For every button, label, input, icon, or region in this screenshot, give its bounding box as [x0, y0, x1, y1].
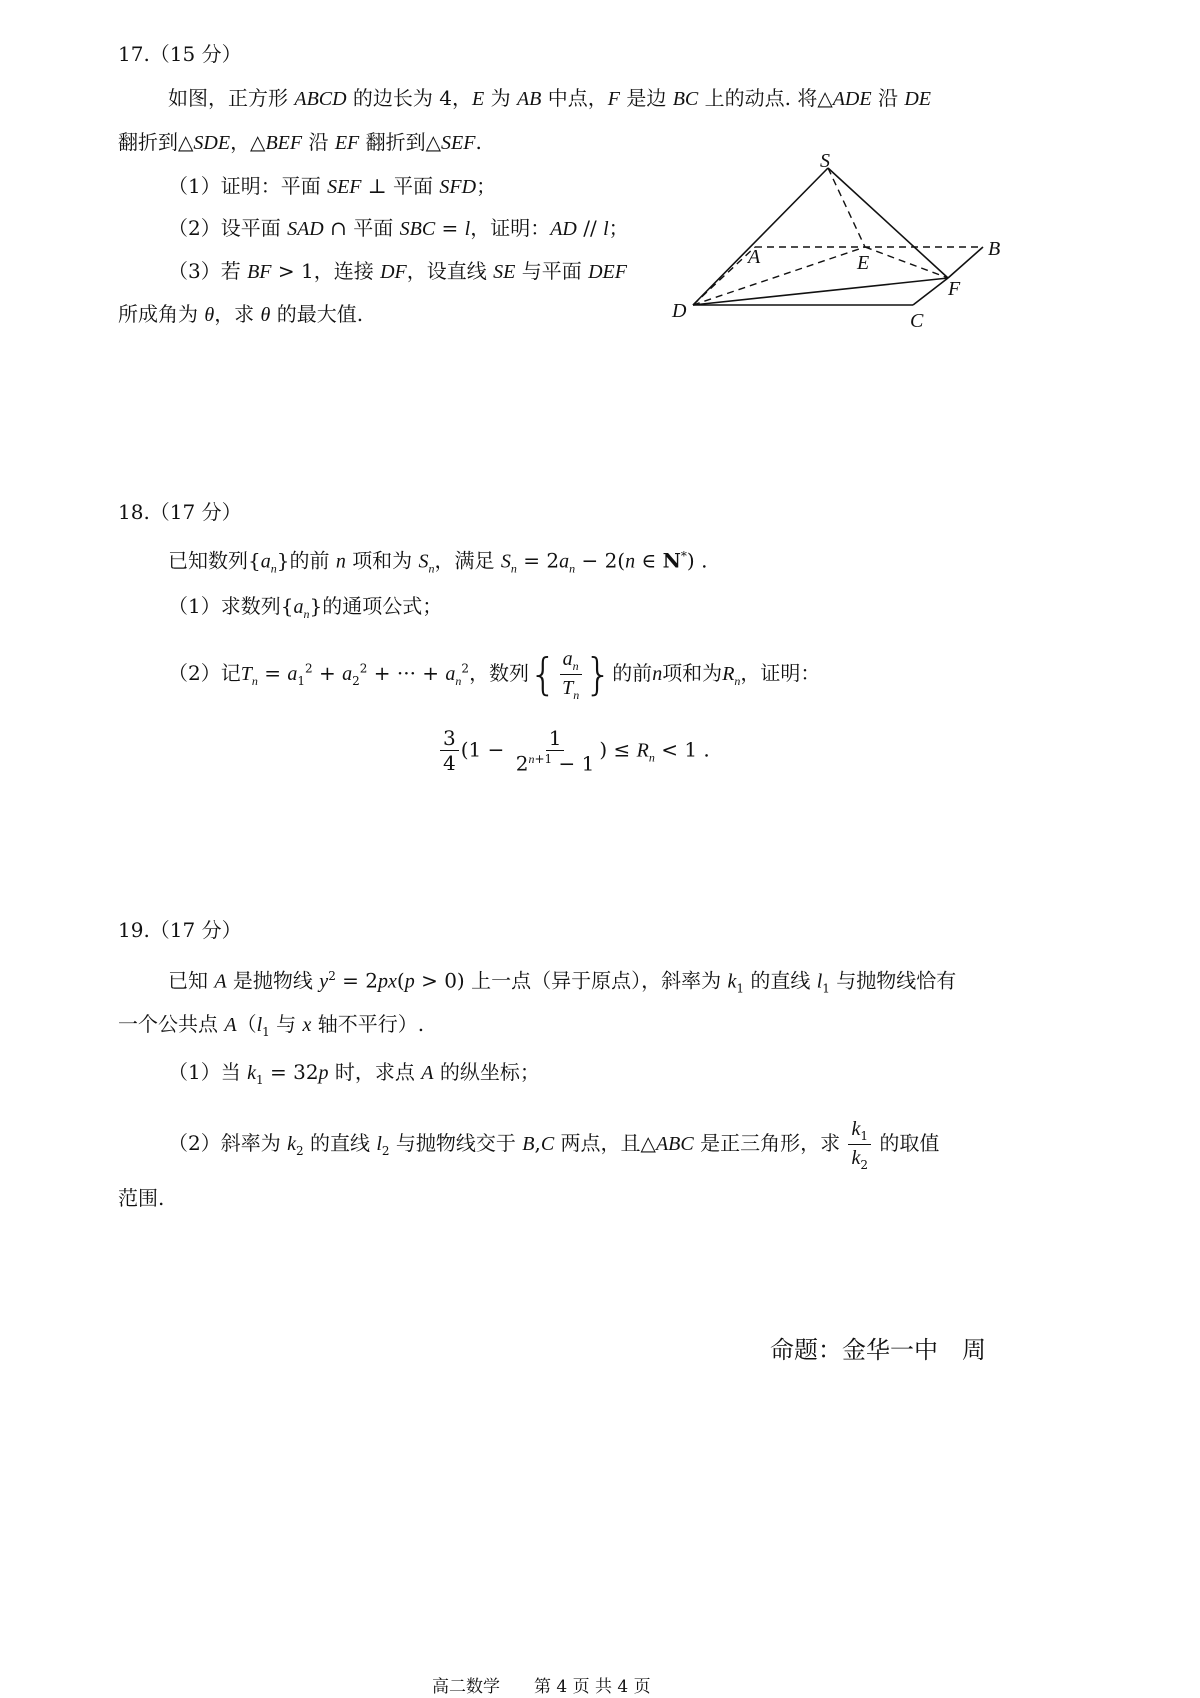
edge-SF — [828, 168, 948, 278]
label-E: E — [857, 252, 870, 274]
q17-figure — [660, 145, 1020, 335]
q18-part1: （1）求数列$\{a_n\}$的通项公式； — [168, 594, 443, 621]
label-B: B — [988, 238, 1001, 260]
q19-stem-line2: 一个公共点 $A(l_1$ 与 x 轴不平行）. — [118, 1012, 425, 1039]
edge-CF — [913, 278, 948, 305]
q18-inequality: $\frac{3}{4}$ (1 − $\frac{1}{2^{n+1} - 1}$ ) ≤ $R_n < 1$ . — [438, 728, 710, 774]
q17-heading: 17.（15 分） — [118, 42, 242, 66]
q18-heading: 18.（17 分） — [118, 500, 242, 524]
q18-part2: （2）记$T_n = a_1^2 + a_2^2$ + ··· + $a_n^2$，数列 { $\frac{a_n}{T_n}$ } 的前n项和为$R_n$，证明： — [168, 648, 821, 702]
edge-SE — [828, 168, 865, 247]
q17-part2: （2）设平面 SAD ∩ 平面 SBC = l，证明：AD // l； — [168, 216, 629, 240]
edge-DA — [693, 247, 755, 305]
q19-heading: 19.（17 分） — [118, 918, 242, 942]
q19-part2-line2: 范围. — [118, 1186, 165, 1210]
q17-part3-line1: （3）若 BF > 1，连接 DF，设直线 SE 与平面 DEF — [168, 259, 627, 283]
q19-part1: （1）当 $k_1 = 32p$ 时，求点 A 的纵坐标； — [168, 1060, 540, 1087]
q17-stem-line2: 翻折到△SDE，△BEF 沿 EF 翻折到△SEF. — [118, 130, 482, 154]
edge-SD — [693, 168, 828, 305]
q19-part2: （2）斜率为 $k_2$ 的直线 $l_2$ 与抛物线交于 B,C 两点，且△ABC 是正三角形，求 $\frac{k_1}{k_2}$ 的取值 — [168, 1118, 940, 1172]
author-credit: 命题：金华一中 周 — [770, 1336, 986, 1364]
q17-stem-line1: 如图，正方形 ABCD 的边长为 4，E 为 AB 中点，F 是边 BC 上的动点. 将△ADE 沿 DE — [168, 86, 931, 110]
q18-stem: 已知数列$\{a_n\}$的前 n 项和为 $S_n$，满足 $S_n = 2a_n - 2(n$ ∈ N*) . — [168, 548, 708, 576]
label-S: S — [820, 150, 830, 172]
q17-part3-line2: 所成角为 θ，求 θ 的最大值. — [118, 302, 364, 326]
label-D: D — [672, 300, 687, 322]
q19-stem-line1: 已知 A 是抛物线 $y^2 = 2px(p > 0)$ 上一点（异于原点），斜率为 $k_1$ 的直线 $l_1$ 与抛物线恰有 — [168, 968, 957, 996]
label-A: A — [748, 246, 761, 268]
edge-EF — [865, 247, 948, 278]
label-C: C — [910, 310, 924, 332]
edge-FB — [948, 247, 983, 278]
label-F: F — [948, 278, 961, 300]
page-footer: 高二数学 第 4 页 共 4 页 — [432, 1677, 651, 1697]
q17-part1: （1）证明：平面 SEF ⊥ 平面 SFD； — [168, 174, 497, 198]
